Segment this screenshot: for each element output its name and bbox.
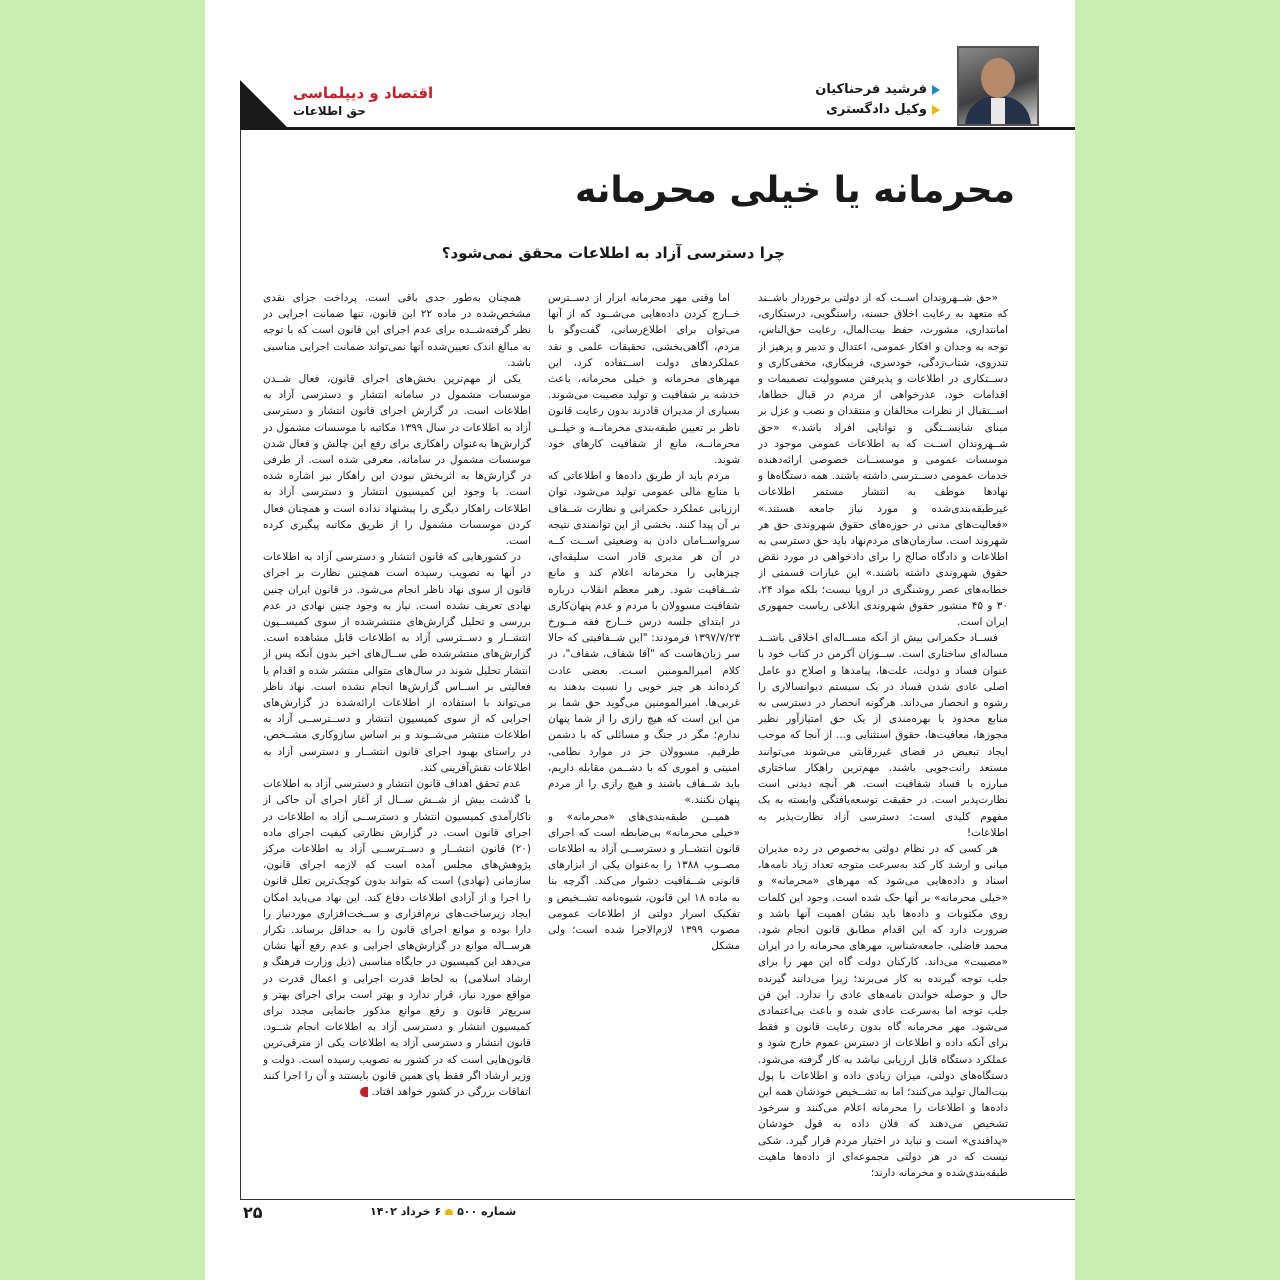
text-column-right	[758, 290, 1008, 1180]
paragraph: اما وقتی مهر محرمانه ابزار از دســترس خــارج کردن داده‌هایی می‌شــود که از آنها می‌توان برای اطلاع‌رسانی، گفت‌وگو با مردم، آگاهی‌بخشی، تحقیقات علمی و نقد عملکردهای دولت اســتفاده کرد، این مهرهای محرمانه و خیلی محرمانه، باعث خدشه بر شفافیت و تولید مصیبت می‌شوند. بسیاری از مدیران قادرند بدون رعایت قانون ناظر بر تعیین طبقه‌بندی محرمانــه و خیلــی محرمانــه، مانع از شفافیت کارهای خود شوند.	[548, 292, 740, 467]
paragraph: یکی از مهم‌ترین بخش‌های اجرای قانون، فعال شــدن موسسات مشمول در سامانه انتشار و دسترسی آزاد به اطلاعات است. در گزارش اجرای قانون انتشار و دسترسی آزاد به اطلاعات در سال ۱۳۹۹ مکاتبه با موسسات مشمول در گزارش‌ها به‌عنوان راهکاری برای رفع این چالش و فعال شدن موسسات مشمول در سامانه، معرفی شده است. از طرفی در گزارش‌ها به اثربخش نبودن این راهکار نیز اشاره شده است. با وجود این کمیسیون انتشار و دسترسی آزاد به اطلاعات راهکار دیگری را پیشنهاد نداده است و همچنان فعال کردن موسسات مشمول را از طریق مکاتبه پیگیری کرده است.	[263, 373, 531, 548]
left-margin-rule	[240, 130, 241, 1200]
paragraph: همیــن طبقه‌بندی‌های «محرمانه» و «خیلی محرمانه» بی‌ضابطه است که اجرای قانون انتشــار و دسترســی آزاد به اطلاعات مصــوب ۱۳۸۸ را به‌عنوان یکی از ابزارهای قانونی شــفافیت دشوار می‌کند. اگرچه بنا به ماده ۱۸ این قانون، شیوه‌نامه تشــخیص و تفکیک اسرار دولتی از اطلاعات عمومی مصوب ۱۳۹۹ لازم‌الاجرا شده است؛ ولی مشکل	[548, 810, 740, 953]
author-role: وکیل دادگستری	[826, 102, 927, 117]
blue-triangle-icon	[932, 85, 940, 95]
text-column-left	[263, 290, 531, 1180]
author-name-row	[815, 82, 940, 97]
page-number: ۲۵	[243, 1203, 263, 1222]
section-title: اقتصاد و دیپلماسی	[293, 84, 434, 102]
paragraph: فســاد حکمرانی بیش از آنکه مســاله‌ای اخلاقی باشــد مساله‌ای ساختاری است. ســوزان آکرمن در کتاب خود با عنوان فساد و دولت، علت‌ها، پیامدها و اصلاح دو عامل اصلی عادی شدن فساد در یک سیستم دیوانسالاری را رشوه و انحصار می‌داند. هرگونه انحصار در دسترسی به منابع محدود یا بهره‌مندی از یک حق امتیازآور نظیر مجوزها، معافیت‌ها، حقوق استثنایی و... از آنجا که موجب ایجاد تبعیض در فضای غیررقابتی می‌شوند می‌توانند مستعد رانت‌جویی باشند. مهم‌ترین راهکار ساختاری مبارزه با فساد شفافیت است. هر آنچه دیدنی است نظارت‌پذیر است. در حقیقت توسعه‌یافتگی وابسته به یک مفهوم کلیدی است: دسترسی آزاد نظارت‌پذیر به اطلاعات!	[758, 632, 1008, 839]
author-name: فرشید فرحناکیان	[815, 82, 927, 97]
article-subheadline: چرا دسترسی آزاد به اطلاعات محقق نمی‌شود؟	[441, 244, 785, 262]
paragraph: در کشورهایی که قانون انتشار و دسترسی آزاد به اطلاعات در آنها به تصویب رسیده است همچنین نظارت بر اجرای قانون از سوی نهاد ناظر انجام می‌شود. در قانون ایران چنین نهادی تعریف نشده است. نیاز به وجود چنین نهادی در عدم بررسی و تحلیل گزارش‌های منتشرشده از سوی کمیســیون انتشــار و دســترسی آزاد به اطلاعات قابل مشاهده است. گزارش‌های منتشرشده طی ســال‌های اخیر بدون آنکه پس از انتشار تحلیل شوند در سال‌های متوالی منتشر شده و اقدام یا فعالیتی بر اســاس گزارش‌ها انجام نشده است. نهاد ناظر می‌تواند با استفاده از اطلاعات ارائه‌شده در گزارش‌های اجرایی که از سوی کمیسیون انتشار و دســترســی آزاد به اطلاعات منتشر می‌شــوند و بر اساس سازوکاری مشــخص، در راستای بهبود اجرای قانون انتشــار و دسترسی آزاد به اطلاعات نقش‌آفرینی کند.	[263, 551, 531, 774]
paragraph: مردم باید از طریق داده‌ها و اطلاعاتی که با منابع مالی عمومی تولید می‌شود، توان ارزیابی عملکرد حکمرانی و نظارت شــفاف بر آن پیدا کنند. بخشی از این توانمندی نتیجه سرواســامان دادن به وضعیتی اســت کــه در آن هر مدیری قادر است سلیقه‌ای، چیزهایی را محرمانه اعلام کند و مانع شــفافیت شود. رهبر معظم انقلاب درباره شفافیت مسوولان با مردم و عدم پنهان‌کاری در ابتدای جلسه درس خــارج فقه مــورخ ۱۳۹۷/۷/۲۳ فرمودند: "این شــفافیتی که حالا سر زبان‌هاست که "آقا شفاف، شفاف"، در کلام امیرالمومنین اسـت. بعضی عادت کرده‌اند هر چیز خوبی را نسبت بدهند به غربی‌ها. امیرالمومنین می‌گوید حق شما بر من این است که هیچ رازی را از شما پنهان ندارم؛ مگر در جنگ و مسائلی که با دشمن طرفیم. مسوولان جز در موارد نظامی، امنیتی و اموری که با دشــمن مقابله داریم، باید شــفاف باشند و هیچ رازی را از مردم پنهان نکنند.»	[548, 470, 740, 807]
author-head	[981, 58, 1015, 98]
author-role-row	[826, 102, 940, 117]
author-shirt	[991, 98, 1005, 126]
issue-date: ۶ خرداد ۱۴۰۲	[370, 1205, 442, 1218]
paragraph-last	[263, 776, 531, 1100]
header-rule	[240, 127, 1075, 130]
issue-number: شماره ۵۰۰	[457, 1205, 517, 1218]
separator-dot-icon	[445, 1209, 453, 1215]
article-headline: محرمانه یا خیلی محرمانه	[575, 170, 1015, 211]
issue-info	[370, 1205, 516, 1218]
footer-rule	[240, 1199, 1075, 1200]
paragraph-text: عدم تحقق اهداف قانون انتشار و دسترسی آزاد به اطلاعات با گذشت بیش از شــش ســال از آغاز اجرای آن حاکی از ناکارآمدی کمیسیون انتشار و دسترســی آزاد به اطلاعات در اجرای قانون است. در گزارش نظارتی کیفیت اجرای ماده (۲۰) قانون انتشــار و دســترســی آزاد به اطلاعات مرکز پژوهش‌های مجلس آمده است که لازمه اجرای قانون، سازمانی (نهادی) است که بتواند بدون کوچک‌ترین تعلل قانون را اجرا و از آزادی اطلاعات دفاع کند. این نهاد می‌باید امکان ایجاد زیرساخت‌های نرم‌افزاری و ســخت‌افزاری موردنیاز را دارا بوده و موانع اجرای قانون را به حداقل برساند. تکرار هرســاله موانع در گزارش‌های اجرایی و عدم رفع آنها نشان می‌دهد این کمیسیون در جایگاه مناسبی (ذیل وزارت فرهنگ و ارشاد اسلامی) به لحاظ قدرت اجرایی و اعمال قدرت در مواقع مورد نیاز، قرار ندارد و بهتر است برای اجرای بهتر و سریع‌تر قانون و رفع موانع مذکور جانمایی مجدد برای کمیسیون انتشار و دسترسی آزاد به اطلاعات انجام شــود. قانون انتشار و دسترسی آزاد به اطلاعات یکی از مترقی‌ترین قانون‌هایی است که در کشور به تصویب رسیده است. دولت و وزیر ارشاد اگر فقط پای همین قانون بایستند و آن را اجرا کنند اتفاقات بزرگی در کشور خواهد افتاد.	[263, 778, 531, 1098]
end-of-article-icon	[360, 1087, 368, 1097]
section-subtitle: حق اطلاعات	[293, 104, 366, 118]
author-photo	[957, 46, 1039, 126]
yellow-triangle-icon	[932, 105, 940, 115]
text-column-middle	[548, 290, 740, 1180]
paragraph: «حق شــهروندان اســت که از دولتی برخوردار باشــند که متعهد به رعایت اخلاق حسنه، راستگویی، درستکاری، امانتداری، مشورت، حفظ بیت‌المال، رعایت حق‌الناس، توجه به وجدان و افکار عمومی، اعتدال و تدبیر و پرهیز از تندروی، شتاب‌زدگی، خودسری، فریبکاری، مخفی‌کاری و دســتکاری در اطلاعات و پذیرفتن مسوولیت تصمیمات و اقدامات خود، عذرخواهی از مردم در قبال خطاها، اســتقبال از نظرات مخالفان و منتقدان و نصب و عزل بر مبنای شایســتگی و توانایی افراد باشد.» «حق شــهروندان اســت که به اطلاعات عمومی موجود در موسسات عمومی و موسســات خصوصی ارائه‌دهنده خدمات عمومی دســترسی داشته باشند. همه دستگاه‌ها و نهادها موظف به انتشار مستمر اطلاعات غیرطبقه‌بندی‌شده و مورد نیاز جامعه هستند.» «فعالیت‌های مدنی در حوزه‌های حقوق شهروندی حق هر شهروند است. سازمان‌های مردم‌نهاد باید حق دسترسی به اطلاعات و دادگاه صالح را برای دادخواهی در مورد نقض حقوق شهروندی داشته باشند.» این عبارات قسمتی از خطابه‌های عصر روشنگری در اروپا نیست؛ بلکه مواد ۲۴، ۳۰ و ۴۵ منشور حقوق شهروندی ابلاغی ریاست جمهوری ایران است.	[758, 292, 1008, 629]
paragraph: هر کسی که در نظام دولتی به‌خصوص در رده مدیران میانی و ارشد کار کند به‌سرعت متوجه تعداد زیاد نامه‌ها، اسناد و داده‌هایی می‌شود که مهرهای «محرمانه» و «خیلی محرمانه» بر آنها حک شده است. وجود این کلمات روی مکتوبات و داده‌ها باید نشان اهمیت آنها باشد و ضرورت دارد که این اقدام مطابق قانون انجام شود. محمد فاضلی، جامعه‌شناس، مهرهای محرمانه را در ایران «مصیبت» می‌داند. کارکنان دولت گاه این مهر را برای جلب توجه گیرنده به کار می‌برند؛ زیرا می‌دانند گیرنده حال و حوصله خواندن نامه‌های عادی را ندارد. این فن جلب توجه اما به‌سرعت عادی شده و باعث بی‌اعتمادی می‌شود. مهر محرمانه گاه بدون رعایت قانون و فقط برای آنکه داده و اطلاعات از دسترس عموم خارج شود و عملکرد دستگاه قابل ارزیابی نباشد به کار گرفته می‌شود. دستگاه‌های دولتی، میزان زیادی داده و اطلاعات با پول بیت‌المال تولید می‌کنند؛ اما به تشــخیص خودشان همه این داده‌ها و اطلاعات را محرمانه اعلام می‌کنند و سرخود تشخیص می‌دهند که فلان داده به قول خودشان «پدافندی» است و نباید در اختیار مردم قرار گیرد. شکی نیست که در هر دولتی مجموعه‌ای از داده‌ها ماهیت طبقه‌بندی‌شده و محرمانه دارند؛	[758, 842, 1008, 1179]
paragraph: همچنان به‌طور جدی باقی است. پرداخت جزای نقدی مشخص‌شده در ماده ۲۲ این قانون، تنها ضمانت اجرایی در نظر گرفته‌شــده برای عدم اجرای این قانون است که با توجه به مبالغ اندک تعیین‌شده آنها نمی‌تواند ضمانت اجرایی مناسبی باشد.	[263, 292, 531, 369]
header-corner-wedge	[240, 80, 290, 130]
magazine-page	[205, 0, 1075, 1280]
